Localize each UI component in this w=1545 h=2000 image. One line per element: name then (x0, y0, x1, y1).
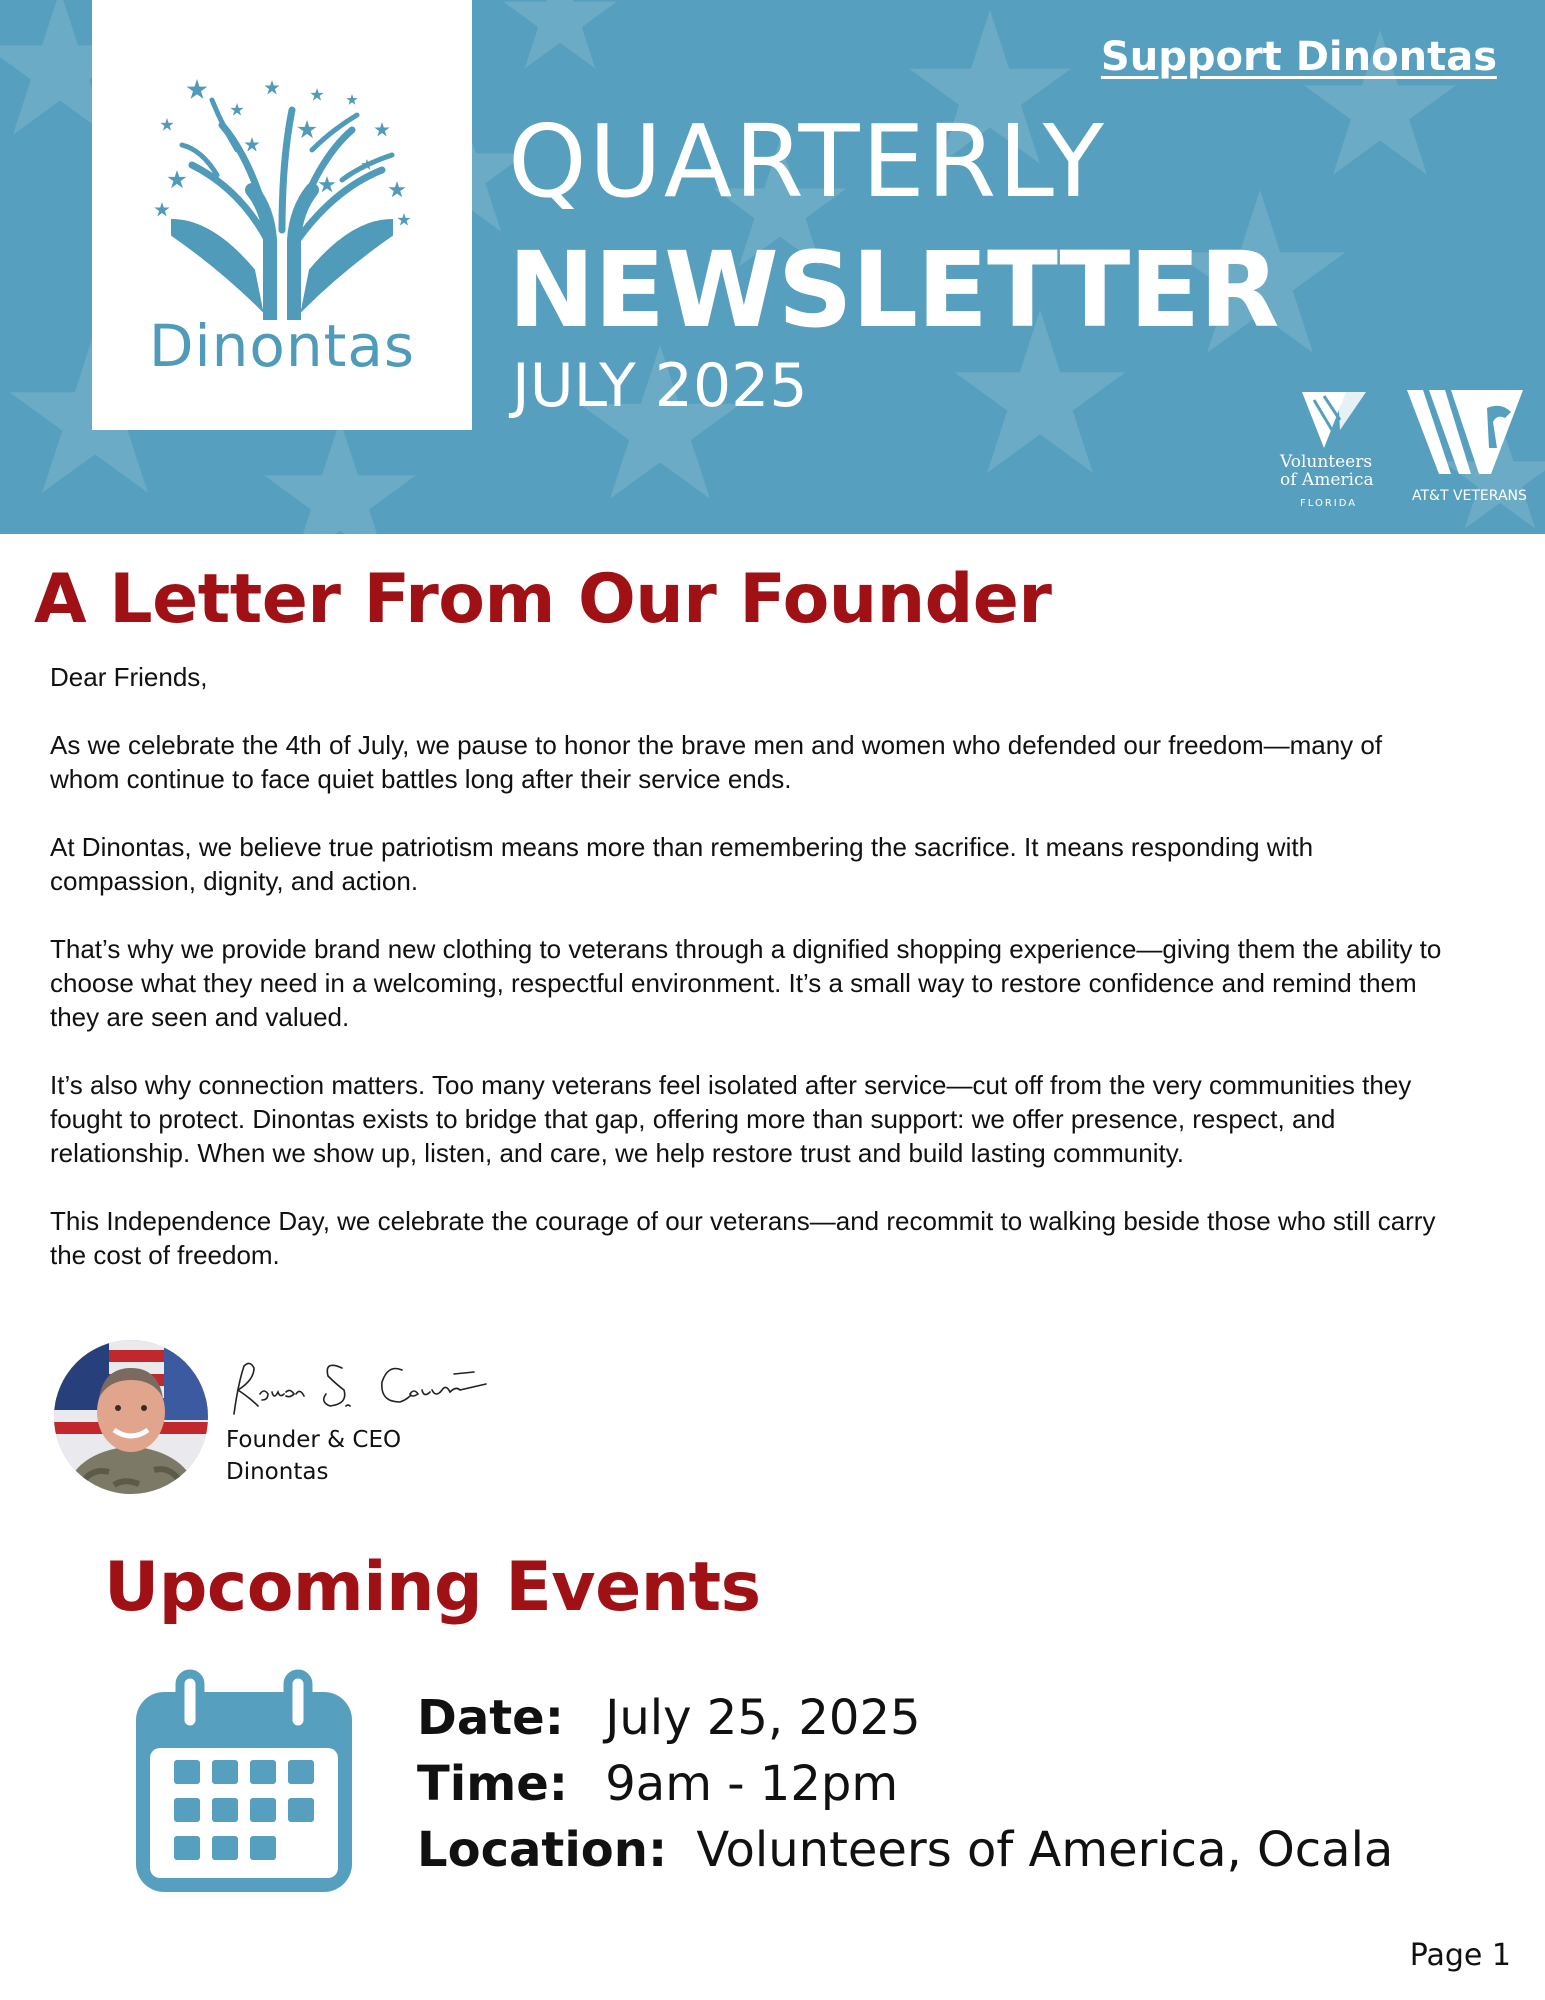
header-banner (0, 0, 1545, 534)
signer-organization: Dinontas (226, 1459, 329, 1485)
founder-signature-icon (224, 1354, 494, 1424)
signer-role: Founder & CEO (226, 1427, 402, 1453)
founder-portrait-icon (54, 1340, 208, 1494)
volunteers-of-america-logo-icon (1280, 390, 1390, 452)
att-veterans-logo-text: AT&T VETERANS (1412, 488, 1527, 504)
letter-greeting: Dear Friends, (50, 662, 208, 692)
support-dinontas-link[interactable]: Support Dinontas (1100, 34, 1497, 80)
logo-wordmark: Dinontas (148, 312, 416, 380)
event-date-value: July 25, 2025 (605, 1690, 921, 1746)
calendar-icon (136, 1668, 352, 1894)
newsletter-title-line2: NEWSLETTER (508, 229, 1279, 351)
att-veterans-logo-icon (1405, 388, 1525, 484)
event-date-label: Date: (417, 1690, 564, 1746)
letter-body (50, 660, 1450, 1306)
letter-paragraph: As we celebrate the 4th of July, we pause to honor the brave men and women who defended our freedom—many of whom continue to face quiet battles long after their service ends. (50, 730, 1383, 794)
tree-hands-logo-icon (142, 70, 422, 320)
newsletter-title-line1: QUARTERLY (508, 103, 1106, 220)
logo-panel (92, 0, 472, 430)
events-heading: Upcoming Events (104, 1548, 761, 1627)
letter-paragraph: At Dinontas, we believe true patriotism means more than remembering the sacrifice. It means responding with compassion, dignity, and action. (50, 832, 1314, 896)
signer-title (226, 1424, 401, 1488)
letter-paragraph: That’s why we provide brand new clothing to veterans through a dignified shopping experience—giving them the ability to choose what they need in a welcoming, respectful environment. It’s a small way to restore confidence and remind them they are seen and valued. (50, 934, 1442, 1032)
newsletter-issue-date: JULY 2025 (512, 351, 808, 421)
voa-logo-subtext: FLORIDA (1300, 498, 1358, 509)
event-location-label: Location: (417, 1822, 668, 1878)
voa-logo-text: Volunteers of America (1280, 452, 1374, 490)
event-location-value: Volunteers of America, Ocala (696, 1822, 1394, 1878)
page-number: Page 1 (1409, 1938, 1511, 1973)
event-time-label: Time: (417, 1756, 568, 1812)
event-date-row (417, 1690, 921, 1746)
event-time-value: 9am - 12pm (605, 1756, 899, 1812)
letter-paragraph: This Independence Day, we celebrate the courage of our veterans—and recommit to walking beside those who still carry the cost of freedom. (50, 1206, 1436, 1270)
event-time-row (417, 1756, 898, 1812)
event-location-row (417, 1822, 1393, 1878)
founder-avatar (54, 1340, 208, 1494)
letter-paragraph: It’s also why connection matters. Too many veterans feel isolated after service—cut off from the very communities they fought to protect. Dinontas exists to bridge that gap, offering more than support: we offer presence, respect, and relationship. When we show up, listen, and care, we help restore trust and build lasting community. (50, 1070, 1412, 1168)
letter-heading: A Letter From Our Founder (34, 560, 1052, 639)
